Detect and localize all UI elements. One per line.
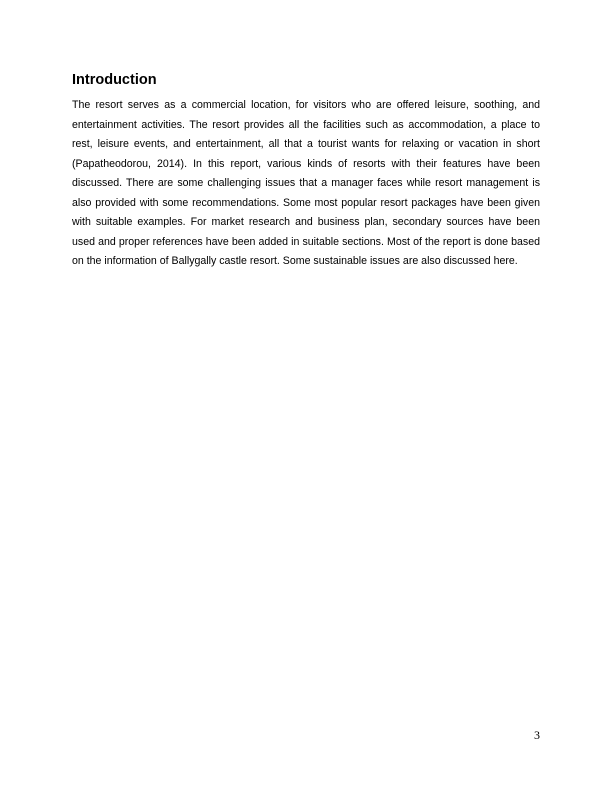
introduction-paragraph: The resort serves as a commercial location, for visitors who are offered leisure, soothing, and entertainment activities. The resort provides all the facilities such as accommodation, a place to rest, leisure events, and entertainment, all that a tourist wants for relaxing or vacation in short (Papatheodorou, 2014). In this report, various kinds of resorts with their features have been discussed. There are some challenging issues that a manager faces while resort management is also provided with some recommendations. Some most popular resort packages have been given with suitable examples. For market research and business plan, secondary sources have been used and proper references have been added in suitable sections. Most of the report is done based on the information of Ballygally castle resort. Some sustainable issues are also discussed here. [72,99,540,267]
page-content [72,70,540,272]
page-number: 3 [534,728,540,742]
section-heading: Introduction [72,72,157,88]
